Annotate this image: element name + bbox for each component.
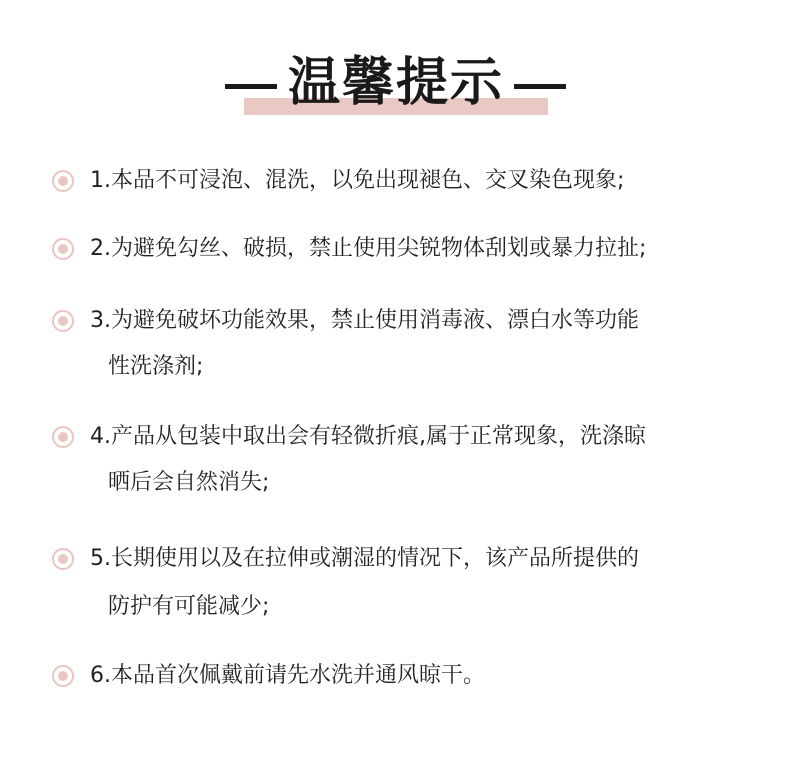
- tip-text-continued: 晒后会自然消失;: [108, 470, 270, 495]
- tip-text: 6.本品首次佩戴前请先水洗并通风晾干。: [90, 663, 485, 688]
- bullet-circle-icon: [52, 310, 74, 332]
- tip-text-continued: 防护有可能减少;: [108, 594, 270, 619]
- bullet-circle-icon: [52, 238, 74, 260]
- tip-text: 3.为避免破坏功能效果，禁止使用消毒液、漂白水等功能: [90, 308, 639, 333]
- bullet-circle-icon: [52, 426, 74, 448]
- page-title: 温馨提示: [287, 52, 504, 113]
- tip-text: 1.本品不可浸泡、混洗，以免出现褪色、交叉染色现象;: [90, 168, 625, 193]
- tip-text: 5.长期使用以及在拉伸或潮湿的情况下，该产品所提供的: [90, 546, 639, 571]
- tip-text: 2.为避免勾丝、破损，禁止使用尖锐物体刮划或暴力拉扯;: [90, 236, 647, 261]
- tip-text: 4.产品从包装中取出会有轻微折痕,属于正常现象，洗涤晾: [90, 424, 646, 449]
- bullet-circle-icon: [52, 548, 74, 570]
- bullet-circle-icon: [52, 170, 74, 192]
- tip-text-continued: 性洗涤剂;: [108, 354, 204, 379]
- bullet-circle-icon: [52, 665, 74, 687]
